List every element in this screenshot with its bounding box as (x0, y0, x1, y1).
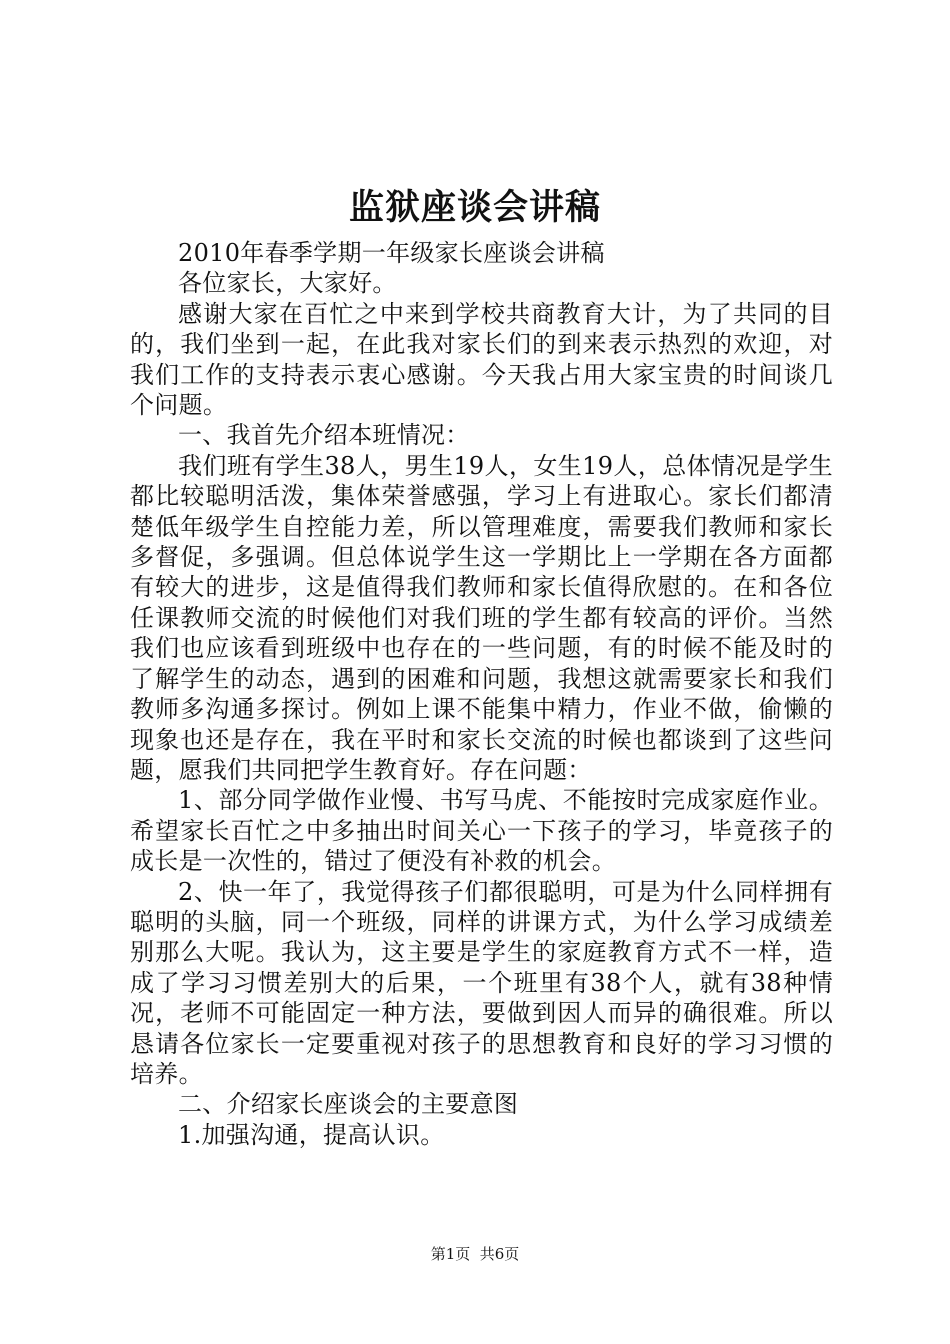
paragraph-greeting: 各位家长，大家好。 (178, 269, 397, 298)
section-heading-1: 一、我首先介绍本班情况： (178, 421, 470, 450)
paragraph-class-situation: 我们班有学生38人，男生19人，女生19人，总体情况是学生都比较聪明活泼，集体荣誉感强，学习上有进取心。家长们都清楚低年级学生自控能力差，所以管理难度，需要我们教师和家长多督促，多强调。但总体说学生这一学期比上一学期在各方面都有较大的进步，这是值得我们教师和家长值得欣慰的。在和各位任课教师交流的时候他们对我们班的学生都有较高的评价。当然我们也应该看到班级中也存在的一些问题，有的时候不能及时的了解学生的动态，遇到的困难和问题，我想这就需要家长和我们教师多沟通多探讨。例如上课不能集中精力，作业不做，偷懒的现象也还是存在，我在平时和家长交流的时候也都谈到了这些问题，愿我们共同把学生教育好。存在问题： (130, 451, 833, 784)
paragraph-issue-1: 1、部分同学做作业慢、书写马虎、不能按时完成家庭作业。希望家长百忙之中多抽出时间关心一下孩子的学习，毕竟孩子的成长是一次性的，错过了便没有补救的机会。 (130, 786, 833, 876)
paragraph-thanks: 感谢大家在百忙之中来到学校共商教育大计，为了共同的目的，我们坐到一起，在此我对家长们的到来表示热烈的欢迎，对我们工作的支持表示衷心感谢。今天我占用大家宝贵的时间谈几个问题。 (130, 299, 833, 420)
page-number-label: 第1页 共6页 (430, 1245, 520, 1263)
section-heading-2: 二、介绍家长座谈会的主要意图 (178, 1090, 519, 1119)
paragraph-issue-2: 2、快一年了，我觉得孩子们都很聪明，可是为什么同样拥有聪明的头脑，同一个班级，同样的讲课方式，为什么学习成绩差别那么大呢。我认为，这主要是学生的家庭教育方式不一样，造成了学习习惯差别大的后果，一个班里有38个人，就有38种情况，老师不可能固定一种方法，要做到因人而异的确很难。所以恳请各位家长一定要重视对孩子的思想教育和良好的学习习惯的培养。 (130, 877, 833, 1088)
page-footer (0, 1244, 950, 1264)
document-title: 监狱座谈会讲稿 (348, 187, 601, 228)
document-body (130, 238, 833, 1150)
paragraph-point-1: 1.加强沟通，提高认识。 (178, 1120, 445, 1149)
paragraph-subtitle: 2010年春季学期一年级家长座谈会讲稿 (178, 239, 605, 267)
